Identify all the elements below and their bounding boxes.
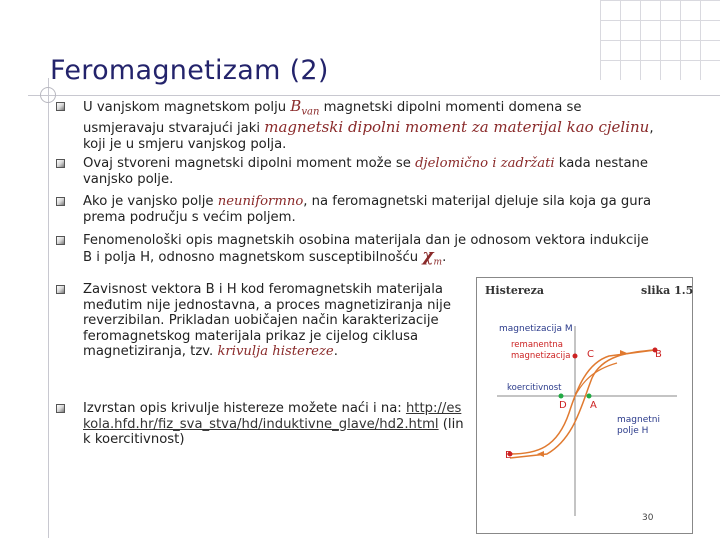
coercive-label: koercitivnost bbox=[507, 383, 562, 393]
page-number: 30 bbox=[642, 513, 654, 523]
bullet-icon bbox=[56, 404, 65, 413]
x-axis-label: polje H bbox=[617, 426, 649, 436]
arrow-icon bbox=[537, 451, 544, 457]
hysteresis-figure bbox=[476, 277, 693, 534]
remanence-label: magnetizacija bbox=[511, 351, 571, 361]
bullet-item-2: Ovaj stvoreni magnetski dipolni moment može se djelomično i zadržati kada nestane vanjsko polje. bbox=[56, 156, 656, 187]
point-a-label: A bbox=[590, 400, 597, 411]
hysteresis-link[interactable]: http://eskola.hfd.hr/fiz_sva_stva/hd/induktivne_glave/hd2.html bbox=[83, 401, 462, 432]
bullet-icon bbox=[56, 159, 65, 168]
hysteresis-diagram bbox=[477, 278, 694, 535]
point-d-label: D bbox=[559, 400, 567, 411]
point-c-marker bbox=[573, 354, 578, 359]
figure-title: Histereza bbox=[485, 284, 545, 297]
point-c-label: C bbox=[587, 349, 594, 360]
decorative-circle bbox=[40, 87, 56, 103]
horizontal-rule bbox=[28, 95, 720, 96]
bullet-item-6: Izvrstan opis krivulje histereze možete naći i na: http://eskola.hfd.hr/fiz_sva_stva/hd/induktivne_glave/hd2.html (link koercitivnost) bbox=[56, 401, 466, 448]
bullet-icon bbox=[56, 285, 65, 294]
decorative-grid bbox=[600, 0, 720, 80]
figure-label: slika 1.5 bbox=[641, 284, 694, 297]
bullet-item-5: Zavisnost vektora B i H kod feromagnetskih materijala međutim nije jednostavna, a proces magnetiziranja nije reverzibilan. Prikladan uobičajen način karakterizacije feromagnetskog materijala prikaz je cijelog ciklusa magnetiziranja, tzv. krivulja histereze. bbox=[56, 282, 451, 360]
remanence-label: remanentna bbox=[511, 340, 563, 350]
point-d-marker bbox=[559, 394, 564, 399]
bullet-item-1: U vanjskom magnetskom polju $B_{van}$ magnetski dipolni momenti domena se usmjeravaju stvarajući jaki magnetski dipolni moment za materijal kao cjelinu, koji je u smjeru vanjskog polja. bbox=[56, 99, 656, 152]
x-axis-label: magnetni bbox=[617, 415, 660, 425]
y-axis-label: magnetizacija M bbox=[499, 324, 573, 334]
bullet-icon bbox=[56, 102, 65, 111]
vertical-rule bbox=[48, 78, 49, 538]
bullet-item-4: Fenomenološki opis magnetskih osobina materijala dan je odnosom vektora indukcije B i polja H, odnosno magnetskom susceptibilnošću $\chi_m$. bbox=[56, 233, 656, 271]
hysteresis-lower-branch bbox=[510, 350, 655, 458]
bullet-item-3: Ako je vanjsko polje neuniformno, na feromagnetski materijal djeluje sila koja ga gura prema području s većim poljem. bbox=[56, 194, 656, 225]
initial-magnetization-curve bbox=[575, 363, 617, 396]
point-b-label: B bbox=[655, 349, 662, 360]
point-a-marker bbox=[587, 394, 592, 399]
point-e-label: E bbox=[505, 450, 512, 461]
bullet-icon bbox=[56, 197, 65, 206]
slide-title: Feromagnetizam (2) bbox=[50, 55, 329, 86]
bullet-icon bbox=[56, 236, 65, 245]
